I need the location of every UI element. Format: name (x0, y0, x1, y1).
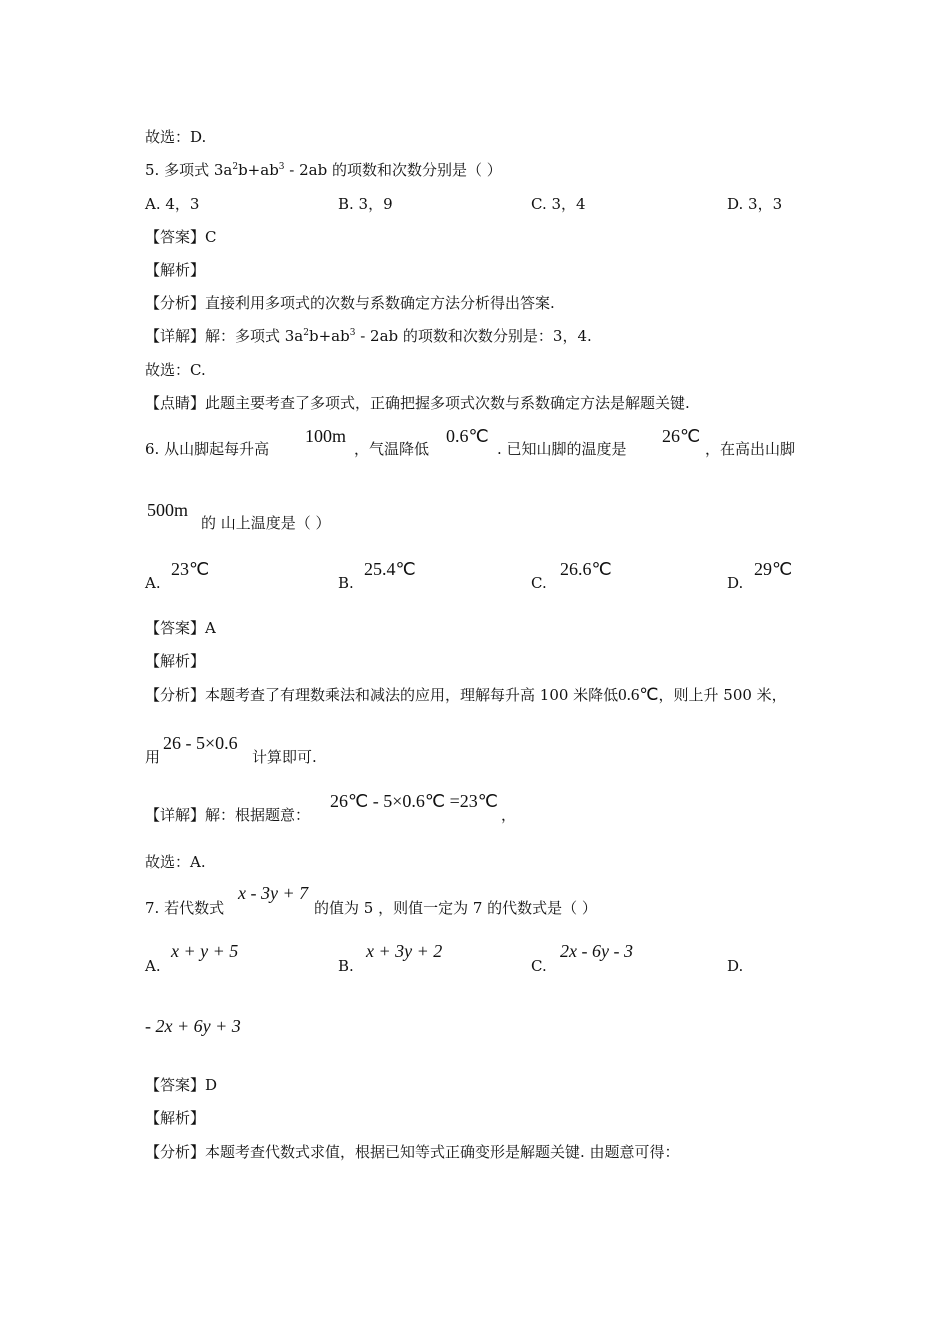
q5-xiangjie-sup1: 2 (303, 328, 309, 338)
q7-stem-a: 7. 若代数式 (145, 899, 225, 917)
q5-xiangjie-mid: b+ab (309, 327, 350, 345)
q7-option-d-label: D. (727, 957, 744, 975)
q6-fenxi-a: 【分析】本题考查了有理数乘法和减法的应用，理解每升高 100 米降低 (145, 686, 619, 704)
q6-math-26: 26℃ (662, 426, 701, 446)
q6-option-a-value: 23℃ (171, 559, 210, 579)
q6-stem-c: . 已知山脚的温度是 (497, 440, 627, 458)
q6-math-100m: 100m (305, 426, 347, 446)
q6-answer: 【答案】A (145, 619, 216, 637)
q6-fenxi-math: 0.6℃ (618, 685, 659, 704)
q5-answer: 【答案】C (145, 228, 217, 246)
q7-option-b-label: B. (338, 957, 354, 975)
q5-fenxi: 【分析】直接利用多项式的次数与系数确定方法分析得出答案. (145, 294, 555, 312)
q6-option-d-value: 29℃ (754, 559, 793, 579)
q7-option-a-label: A. (145, 957, 161, 975)
q6-stem-a: 6. 从山脚起每升高 (145, 440, 270, 458)
prev-conclusion: 故选：D. (145, 128, 207, 146)
q7-fenxi: 【分析】本题考查代数式求值，根据已知等式正确变形是解题关键. 由题意可得： (145, 1143, 680, 1161)
q5-analysis-label: 【解析】 (145, 261, 206, 279)
q5-xiangjie (145, 327, 592, 345)
q6-fenxi2-a: 用 (145, 748, 161, 766)
q6-xiangjie-a: 【详解】解：根据题意： (145, 806, 311, 824)
q6-option-c-label: C. (531, 574, 547, 592)
q5-option-b: B. 3，9 (338, 195, 393, 213)
q6-stem-b: ，气温降低 (354, 440, 430, 458)
q7-stem-b: 的值为 5 ，则值一定为 7 的代数式是（ ） (314, 899, 597, 917)
q5-option-a: A. 4，3 (145, 195, 200, 213)
q7-stem-math: x - 3y + 7 (238, 883, 309, 903)
q6-fenxi-b: ，则上升 500 米， (658, 686, 787, 704)
q6-option-b-label: B. (338, 574, 354, 592)
q6-analysis-label: 【解析】 (145, 652, 206, 670)
q5-xiangjie-pre: 【详解】解：多项式 3a (145, 327, 304, 345)
q5-xiangjie-post: - 2ab 的项数和次数分别是：3，4. (355, 327, 592, 345)
q6-option-c-value: 26.6℃ (560, 559, 612, 579)
q6-option-b-value: 25.4℃ (364, 559, 416, 579)
q5-stem-post: - 2ab 的项数和次数分别是（ ） (284, 161, 502, 179)
q6-fenxi2-math: 26 - 5×0.6 (163, 733, 238, 753)
q5-stem-sup1: 2 (232, 162, 239, 172)
q6-math-temp-drop: 0.6℃ (446, 426, 489, 446)
q5-stem-pre: 5. 多项式 3a (145, 161, 233, 179)
q5-option-c: C. 3，4 (531, 195, 586, 213)
q6-xiangjie-b: ， (501, 806, 517, 824)
q5-stem-sup2: 3 (278, 162, 285, 172)
q6-option-d-label: D. (727, 574, 744, 592)
q7-option-a-value: x + y + 5 (171, 941, 239, 961)
q7-option-d-value: - 2x + 6y + 3 (145, 1016, 241, 1036)
q7-option-c-label: C. (531, 957, 547, 975)
q7-option-b-value: x + 3y + 2 (366, 941, 443, 961)
q6-stem-e: 的 山上温度是（ ） (201, 514, 331, 532)
q6-stem-d: ，在高出山脚 (705, 440, 796, 458)
q5-dianjing: 【点睛】此题主要考查了多项式，正确把握多项式次数与系数确定方法是解题关键. (145, 394, 690, 412)
q5-xiangjie-sup2: 3 (349, 328, 356, 338)
q7-answer: 【答案】D (145, 1076, 218, 1094)
q6-fenxi2-b: 计算即可. (252, 748, 317, 766)
q6-math-500m: 500m (147, 500, 189, 520)
q7-analysis-label: 【解析】 (145, 1109, 206, 1127)
q6-option-a-label: A. (145, 574, 161, 592)
q5-stem (145, 161, 502, 179)
q5-conclusion: 故选：C. (145, 361, 206, 379)
q6-xiangjie-math: 26℃ - 5×0.6℃ =23℃ (330, 791, 498, 811)
q5-option-d: D. 3，3 (727, 195, 783, 213)
q5-stem-mid: b+ab (238, 161, 279, 179)
q6-conclusion: 故选：A. (145, 853, 206, 871)
q7-option-c-value: 2x - 6y - 3 (560, 941, 633, 961)
q6-fenxi-line1 (145, 686, 787, 704)
